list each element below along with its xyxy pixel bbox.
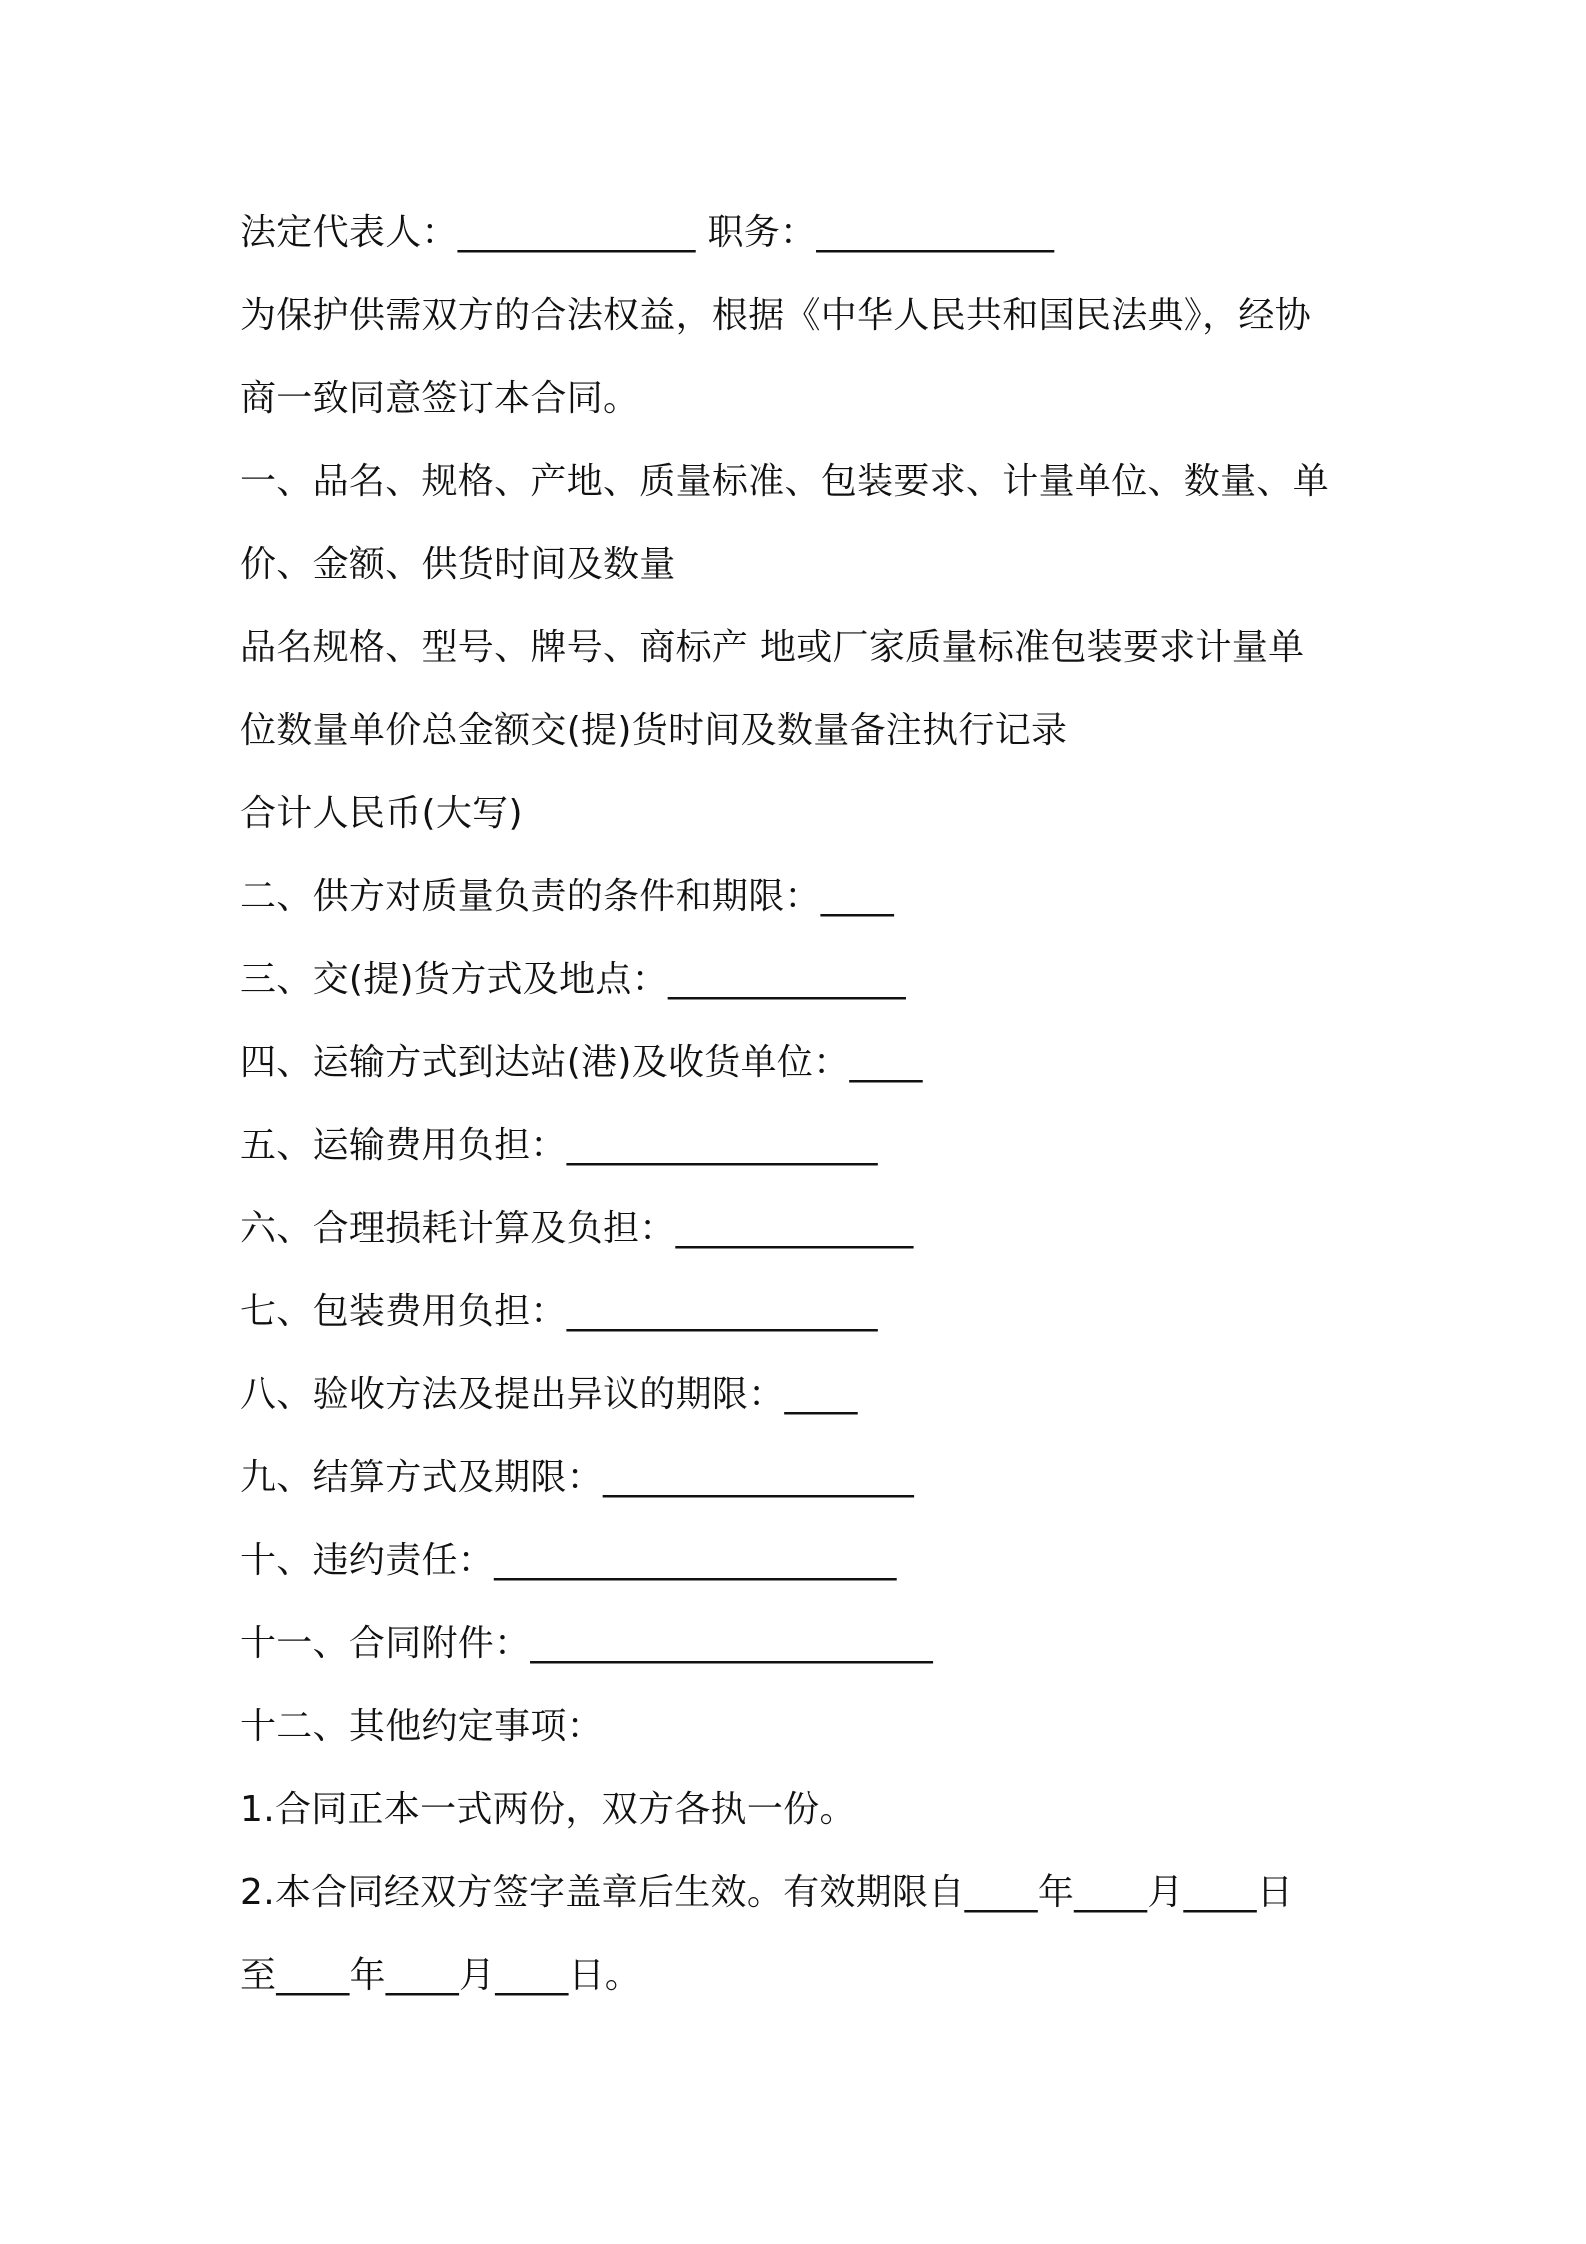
clause-10: 十、违约责任：______________________: [240, 1540, 897, 1581]
other-term-2-line-1: 2.本合同经双方签字盖章后生效。有效期限自____年____月____日: [240, 1872, 1294, 1913]
clause-4: 四、运输方式到达站(港)及收货单位：____: [240, 1042, 923, 1083]
clause-6: 六、合理损耗计算及负担：_____________: [240, 1208, 914, 1249]
clause-7: 七、包装费用负担：_________________: [240, 1291, 878, 1332]
table-header-line-1: 品名规格、型号、牌号、商标产 地或厂家质量标准包装要求计量单: [240, 627, 1305, 668]
other-term-2-line-2: 至____年____月____日。: [240, 1955, 642, 1996]
clause-12-heading: 十二、其他约定事项：: [240, 1706, 604, 1747]
table-header-line-2: 位数量单价总金额交(提)货时间及数量备注执行记录: [240, 710, 1068, 751]
preamble-line-1: 为保护供需双方的合法权益，根据《中华人民共和国民法典》，经协: [240, 295, 1312, 336]
clause-8: 八、验收方法及提出异议的期限：____: [240, 1374, 858, 1415]
clause-11: 十一、合同附件：______________________: [240, 1623, 933, 1664]
clause-1-heading-line-2: 价、金额、供货时间及数量: [240, 544, 676, 585]
clause-3: 三、交(提)货方式及地点：_____________: [240, 959, 906, 1000]
other-term-1: 1.合同正本一式两份，双方各执一份。: [240, 1789, 856, 1830]
clause-9: 九、结算方式及期限：_________________: [240, 1457, 915, 1498]
clause-1-heading-line-1: 一、品名、规格、产地、质量标准、包装要求、计量单位、数量、单: [240, 461, 1330, 502]
preamble-line-2: 商一致同意签订本合同。: [240, 378, 640, 419]
clause-5: 五、运输费用负担：_________________: [240, 1125, 878, 1166]
legal-representative-line: 法定代表人：_____________ 职务：_____________: [240, 212, 1055, 253]
clause-2: 二、供方对质量负责的条件和期限：____: [240, 876, 894, 917]
total-rmb-line: 合计人民币(大写): [240, 793, 523, 834]
